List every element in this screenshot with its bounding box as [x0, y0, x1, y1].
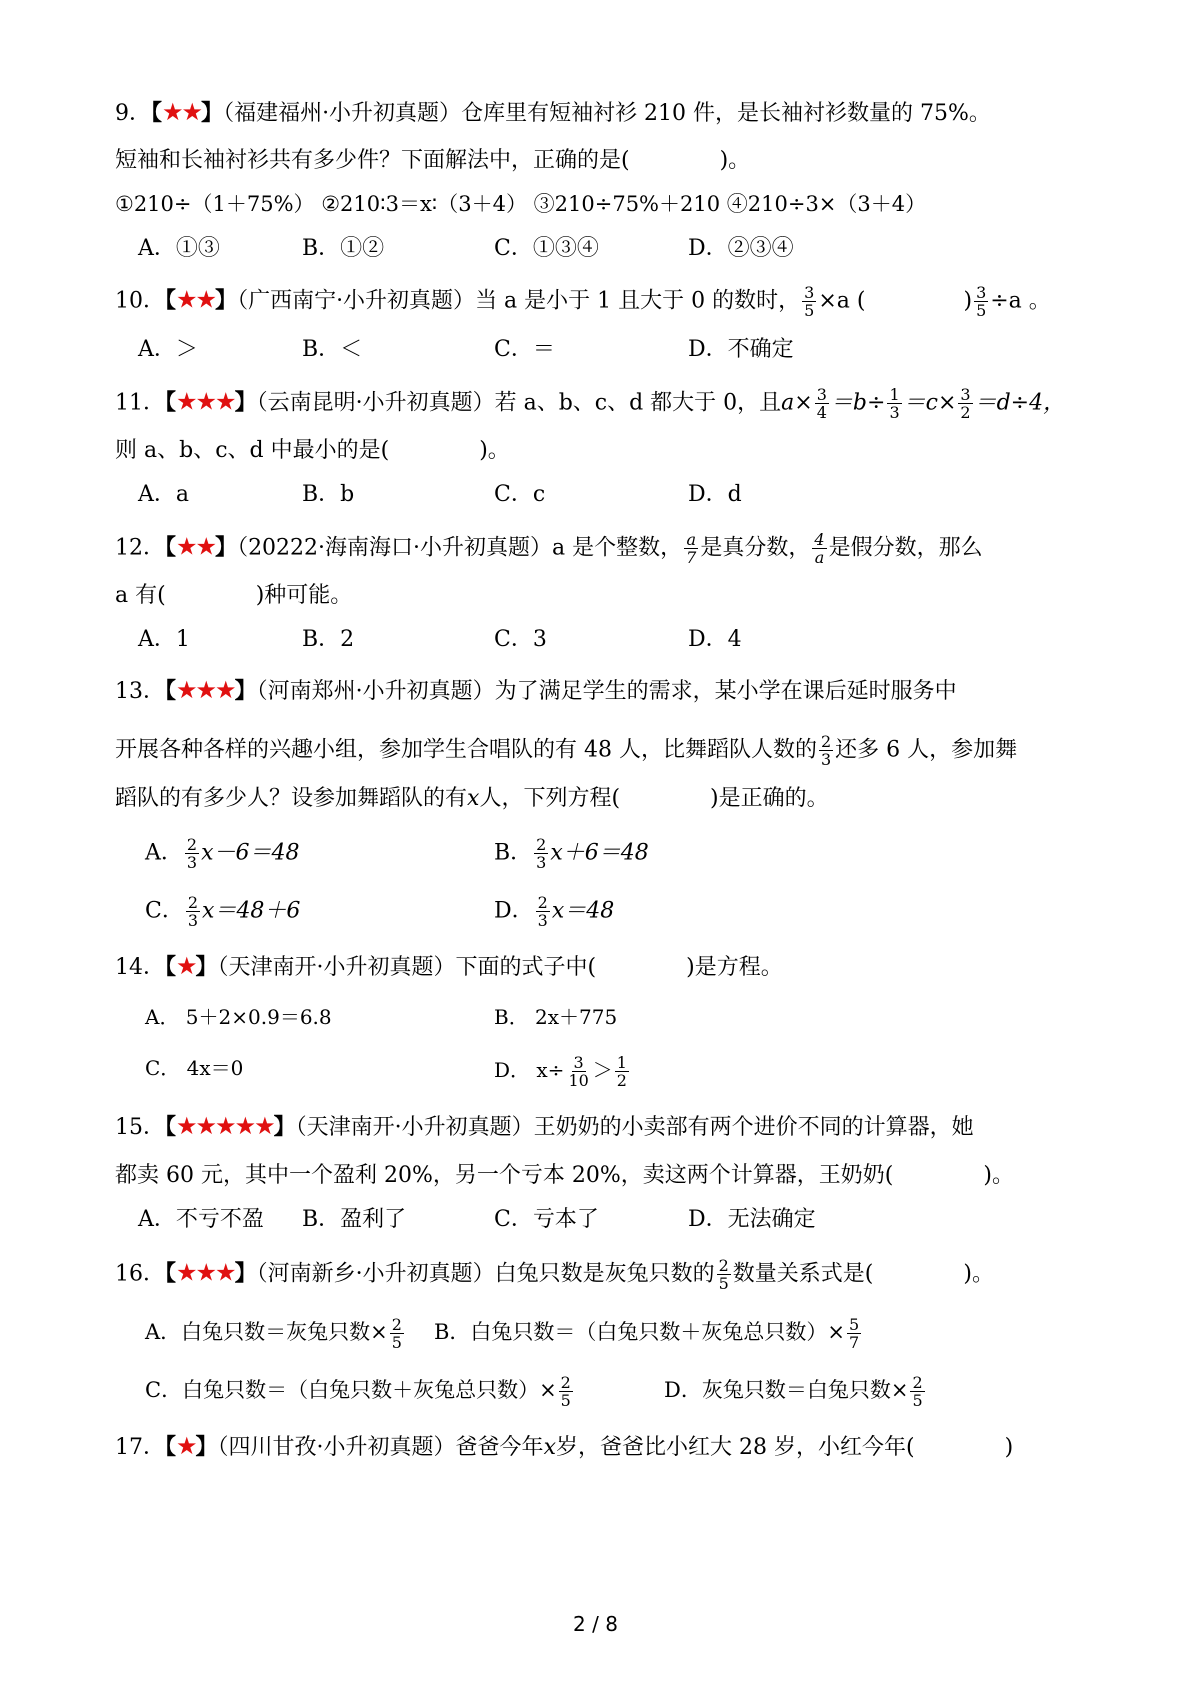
option-c[interactable]: C．c	[494, 482, 546, 507]
question-number: 17．	[115, 1435, 165, 1460]
option-b[interactable]: B．盈利了	[302, 1207, 407, 1232]
option-c[interactable]: C． 4x＝0	[145, 1056, 244, 1080]
question-number: 16．	[115, 1261, 165, 1287]
q11-line2: 则 a、b、c、d 中最小的是( )。	[115, 438, 510, 463]
q12-line1: 12．【★★】（20222·海南海口·小升初真题）a 是个整数， $\frac{a}{7}$ 是真分数， $\frac{4}{a}$ 是假分数，那么	[115, 530, 983, 567]
option-b[interactable]: B．b	[302, 482, 355, 507]
q13-line3: 蹈队的有多少人？设参加舞蹈队的有x人，下列方程( )是正确的。	[115, 786, 829, 811]
question-number: 15．	[115, 1115, 165, 1140]
option-a[interactable]: A．白兔只数＝灰兔只数× $\frac{2}{5}$	[145, 1315, 402, 1352]
option-c[interactable]: C． $\frac{2}{3}$ x＝48＋6	[145, 893, 301, 930]
q10-line1: 10．【★★】（广西南宁·小升初真题）当 a 是小于 1 且大于 0 的数时， $\frac{3}{5}$ ×a ( ) $\frac{3}{5}$ ÷a 。	[115, 283, 1051, 320]
option-c[interactable]: C．白兔只数＝（白兔只数＋灰兔总只数）× $\frac{2}{5}$	[145, 1373, 571, 1410]
question-number: 9．	[115, 101, 151, 126]
q15-line2: 都卖 60 元，其中一个盈利 20%，另一个亏本 20%，卖这两个计算器，王奶奶( )。	[115, 1163, 1014, 1188]
option-c[interactable]: C．①③④	[494, 236, 599, 261]
q9-line1: 9．【★★】（福建福州·小升初真题）仓库里有短袖衬衫 210 件，是长袖衬衫数量的 75%。	[115, 98, 991, 126]
q11-line1: 11．【★★★】（云南昆明·小升初真题）若 a、b、c、d 都大于 0，且a× $\frac{3}{4}$ ＝b÷ $\frac{1}{3}$ ＝c× $\frac{3}{2}$ ＝d÷4，	[115, 385, 1066, 422]
q13-line1: 13．【★★★】（河南郑州·小升初真题）为了满足学生的需求，某小学在课后延时服务中	[115, 676, 957, 704]
page-number: 2 / 8	[573, 1612, 618, 1636]
option-a[interactable]: A．a	[138, 482, 190, 507]
q13-line2: 开展各种各样的兴趣小组，参加学生合唱队的有 48 人，比舞蹈队人数的 $\frac{2}{3}$ 还多 6 人，参加舞	[115, 732, 1018, 769]
option-b[interactable]: B． $\frac{2}{3}$ x＋6＝48	[494, 835, 649, 872]
option-b[interactable]: B．2	[302, 627, 355, 652]
q12-line2: a 有( )种可能。	[115, 583, 353, 608]
q17-line1: 17．【★】（四川甘孜·小升初真题）爸爸今年x岁，爸爸比小红大 28 岁，小红今年( )	[115, 1432, 1014, 1460]
question-number: 11．	[115, 390, 165, 416]
q16-line1: 16．【★★★】（河南新乡·小升初真题）白兔只数是灰兔只数的 $\frac{2}{5}$ 数量关系式是( )。	[115, 1256, 994, 1293]
q9-line2: 短袖和长袖衬衫共有多少件？下面解法中，正确的是( )。	[115, 148, 751, 173]
q14-line1: 14．【★】（天津南开·小升初真题）下面的式子中( )是方程。	[115, 952, 783, 980]
option-d[interactable]: D．②③④	[688, 236, 794, 261]
option-a[interactable]: A．不亏不盈	[138, 1207, 264, 1232]
option-a[interactable]: A． $\frac{2}{3}$ x－6＝48	[145, 835, 300, 872]
q15-line1: 15．【★★★★★】（天津南开·小升初真题）王奶奶的小卖部有两个进价不同的计算器，她	[115, 1112, 974, 1140]
difficulty-stars: ★★	[176, 532, 216, 561]
option-c[interactable]: C．＝	[494, 337, 555, 362]
option-d[interactable]: D．4	[688, 627, 742, 652]
option-a[interactable]: A． 5＋2×0.9＝6.8	[145, 1005, 332, 1029]
difficulty-stars: ★★★	[176, 1258, 235, 1287]
difficulty-stars: ★★★	[176, 676, 235, 704]
fraction: $\frac{3}{5}$	[976, 283, 987, 320]
option-c[interactable]: C．3	[494, 627, 547, 652]
question-number: 14．	[115, 955, 165, 980]
option-d[interactable]: D．灰兔只数＝白兔只数× $\frac{2}{5}$	[664, 1373, 923, 1410]
option-b[interactable]: B．①②	[302, 236, 385, 261]
q9-methods: ①210÷（1＋75%） ②210∶3＝x∶（3＋4） ③210÷75%＋210 ④210÷3×（3＋4）	[115, 192, 927, 216]
question-source: （福建福州·小升初真题）	[223, 101, 462, 126]
option-b[interactable]: B． 2x＋775	[494, 1005, 618, 1029]
option-d[interactable]: D．d	[688, 482, 742, 507]
question-text: 仓库里有短袖衬衫 210 件，是长袖衬衫数量的 75%。	[461, 101, 991, 126]
option-d[interactable]: D． $\frac{2}{3}$ x＝48	[494, 893, 615, 930]
question-number: 13．	[115, 679, 165, 704]
option-a[interactable]: A．＞	[138, 337, 198, 362]
option-a[interactable]: A．①③	[138, 236, 220, 261]
option-b[interactable]: B．＜	[302, 337, 363, 362]
option-a[interactable]: A．1	[138, 627, 190, 652]
fraction: $\frac{3}{5}$	[804, 283, 815, 320]
option-c[interactable]: C．亏本了	[494, 1207, 599, 1232]
difficulty-stars: ★★★	[176, 387, 235, 416]
question-number: 10．	[115, 288, 165, 314]
difficulty-stars: ★★	[162, 98, 202, 126]
difficulty-stars: ★★★★★	[176, 1112, 274, 1140]
option-d[interactable]: D．不确定	[688, 337, 794, 362]
question-number: 12．	[115, 535, 165, 561]
difficulty-stars: ★★	[176, 285, 216, 314]
option-d[interactable]: D． x÷ $\frac{3}{10}$ ＞ $\frac{1}{2}$	[494, 1053, 627, 1090]
option-d[interactable]: D．无法确定	[688, 1207, 816, 1232]
difficulty-stars: ★	[176, 1432, 196, 1460]
difficulty-stars: ★	[176, 952, 196, 980]
option-b[interactable]: B．白兔只数＝（白兔只数＋灰兔总只数）× $\frac{5}{7}$	[434, 1315, 860, 1352]
